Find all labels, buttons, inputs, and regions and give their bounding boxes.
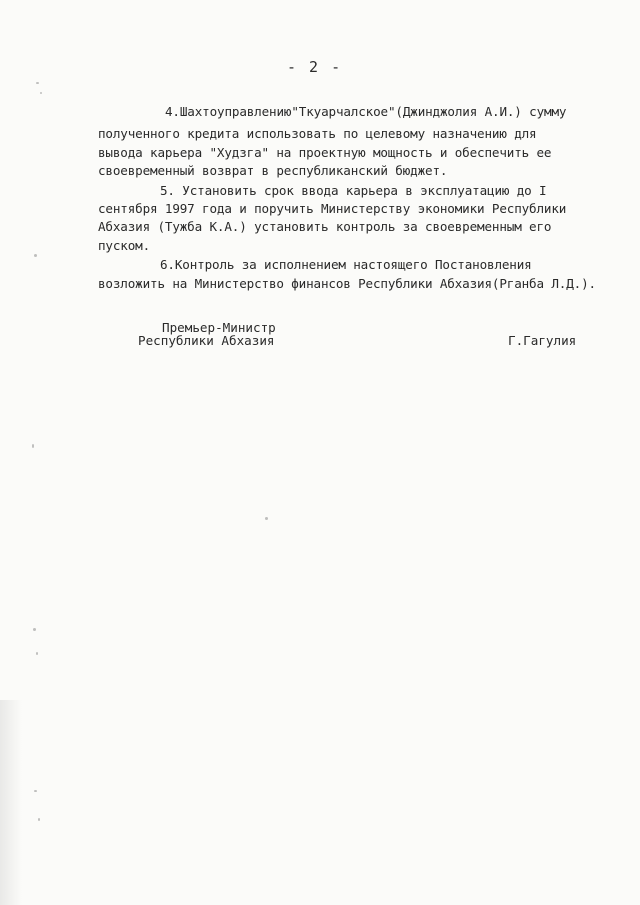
item-5-line-1: 5. Установить срок ввода карьера в эксплуатацию до I — [160, 183, 547, 198]
item-5-line-3: Абхазия (Тужба К.А.) установить контроль за своевременным его — [98, 219, 552, 234]
scan-speck — [36, 652, 38, 655]
scan-speck — [33, 628, 36, 631]
page-number: - 2 - — [287, 58, 343, 76]
scan-speck — [265, 517, 268, 520]
item-4-line-4: своевременный возврат в республиканский бюджет. — [98, 163, 448, 178]
signatory-title-line-1: Премьер-Министр — [162, 320, 276, 335]
item-4-line-1: 4.Шахтоуправлению"Ткуарчалское"(Джинджолия А.И.) сумму — [165, 104, 567, 119]
scan-speck — [32, 444, 34, 448]
item-5-line-4: пуском. — [98, 238, 151, 253]
signatory-title-line-2: Республики Абхазия — [138, 333, 275, 348]
scan-speck — [38, 818, 40, 821]
scan-speck — [34, 254, 37, 257]
scan-speck — [36, 82, 39, 84]
item-6-line-1: 6.Контроль за исполнением настоящего Постановления — [160, 257, 532, 272]
item-5-line-2: сентября 1997 года и поручить Министерству экономики Республики — [98, 201, 567, 216]
signatory-name: Г.Гагулия — [508, 333, 577, 348]
scan-edge-shadow — [0, 700, 22, 905]
item-6-line-2: возложить на Министерство финансов Республики Абхазия(Рганба Л.Д.). — [98, 276, 596, 291]
item-4-line-3: вывода карьера "Худзга" на проектную мощность и обеспечить ее — [98, 145, 552, 160]
item-4-line-2: полученного кредита использовать по целевому назначению для — [98, 126, 537, 141]
scan-speck — [34, 790, 37, 792]
scan-speck — [40, 92, 42, 94]
